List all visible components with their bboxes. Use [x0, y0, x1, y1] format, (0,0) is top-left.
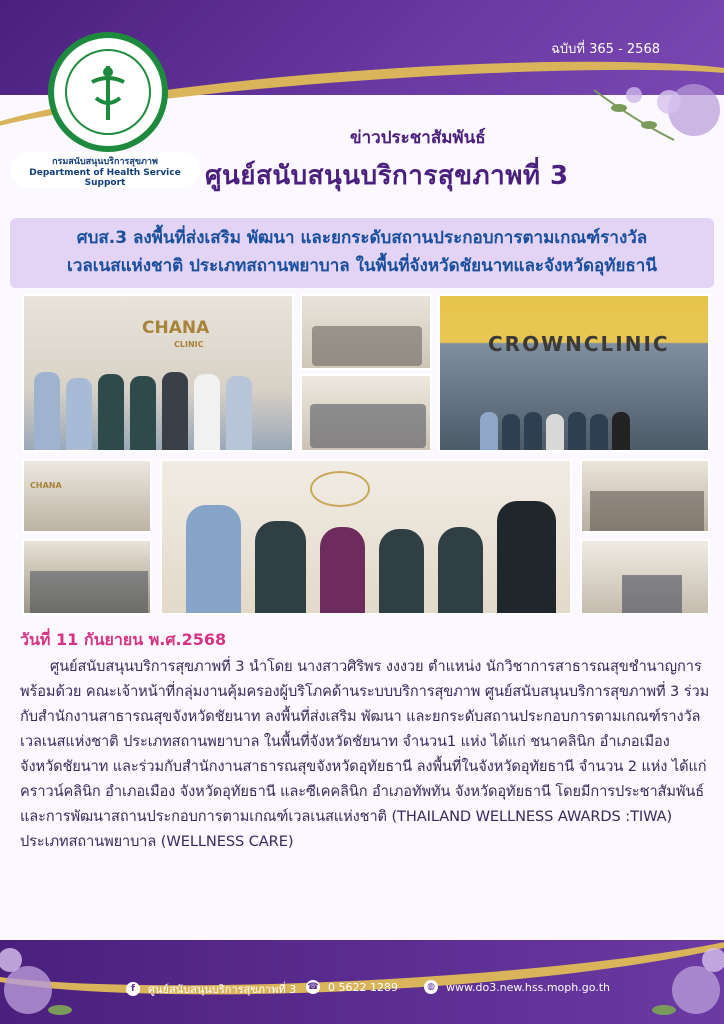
- footer-phone-text: 0 5622 1289: [328, 980, 398, 994]
- ministry-logo: [48, 32, 168, 152]
- article-date: วันที่ 11 กันยายน พ.ศ.2568: [20, 630, 227, 649]
- photo-meeting-2: [300, 374, 432, 452]
- footer-website[interactable]: [424, 980, 610, 994]
- photo-meeting-1: [300, 294, 432, 370]
- phone-icon: ☎: [307, 982, 319, 992]
- article-body: ศูนย์สนับสนุนบริการสุขภาพที่ 3 นำโดย นางสาวศิริพร งงงวย ตำแหน่ง นักวิชาการสาธารณสุขชำนาญการ พร้อมด้วย คณะเจ้าหน้าที่กลุ่มงานคุ้มครองผู้บริโภคด้านระบบบริการสุขภาพ ศูนย์สนับสนุนบริการสุขภาพที่ 3 ร่วมกับสำนักงานสาธารณสุขจังหวัดชัยนาท ลงพื้นที่ส่งเสริม พัฒนา และยกระดับสถานประกอบการตามเกณฑ์รางวัลเวลเนสแห่งชาติ ประเภทสถานพยาบาล ในพื้นที่จังหวัดชัยนาท จำนวน1 แห่ง ได้แก่ ชนาคลินิก อำเภอเมือง จังหวัดชัยนาท และร่วมกับสำนักงานสาธารณสุขจังหวัดอุทัยธานี ลงพื้นที่ในจังหวัดอุทัยธานี จำนวน 2 แห่ง ได้แก่ คราวน์คลินิก อำเภอเมือง จังหวัดอุทัยธานี และซีเคคลินิก อำเภอทัพทัน จังหวัดอุทัยธานี โดยมีการประชาสัมพันธ์ และการพัฒนาสถานประกอบการตามเกณฑ์เวลเนสแห่งชาติ (THAILAND WELLNESS AWARDS :TIWA) ประเภทสถานพยาบาล (WELLNESS CARE): [20, 658, 710, 850]
- photo-crown-clinic: [438, 294, 710, 452]
- chana-sign-sub: CLINIC: [174, 340, 204, 349]
- crown-people-group: [480, 406, 680, 452]
- photo-ck-hallway: [580, 539, 710, 615]
- globe-icon: ◍: [424, 980, 438, 994]
- ministry-seal-icon: [54, 38, 162, 146]
- center-name-title: ศูนย์สนับสนุนบริการสุขภาพที่ 3: [205, 161, 569, 191]
- headline-banner: [10, 218, 714, 288]
- press-release-label: ข่าวประชาสัมพันธ์: [350, 128, 486, 148]
- photo-ck-lounge: [580, 459, 710, 533]
- department-name-th: กรมสนับสนุนบริการสุขภาพ: [52, 157, 158, 167]
- footer-facebook[interactable]: [126, 980, 296, 998]
- department-badge: [10, 152, 200, 188]
- headline-line-2: เวลเนสแห่งชาติ ประเภทสถานพยาบาล ในพื้นที่จังหวัดชัยนาทและจังหวัดอุทัยธานี: [67, 256, 657, 276]
- facebook-icon: f: [126, 982, 140, 996]
- footer-phone[interactable]: [306, 980, 398, 994]
- people-group: [34, 366, 284, 452]
- headline-line-1: ศบส.3 ลงพื้นที่ส่งเสริม พัฒนา และยกระดับสถานประกอบการตามเกณฑ์รางวัล: [76, 228, 648, 248]
- chana-sign: CHANA: [142, 318, 210, 338]
- chana-small-sign: CHANA: [30, 481, 62, 490]
- department-name-en: Department of Health Service Support: [29, 168, 181, 188]
- footer-contact-bar: [0, 976, 724, 1000]
- footer-facebook-text: ศูนย์สนับสนุนบริการสุขภาพที่ 3: [148, 983, 297, 996]
- flower-decoration-icon: [574, 80, 724, 170]
- photo-group-hall: [22, 539, 152, 615]
- photo-chana-reception: [22, 459, 152, 533]
- photo-ck-clinic-group: [160, 459, 572, 615]
- footer-website-text: www.do3.new.hss.moph.go.th: [446, 980, 611, 994]
- ck-people-group: [186, 495, 556, 615]
- issue-number: ฉบับที่ 365 - 2568: [551, 42, 660, 57]
- photo-chana-clinic-group: [22, 294, 294, 452]
- crown-clinic-sign: CROWNCLINIC: [488, 332, 670, 356]
